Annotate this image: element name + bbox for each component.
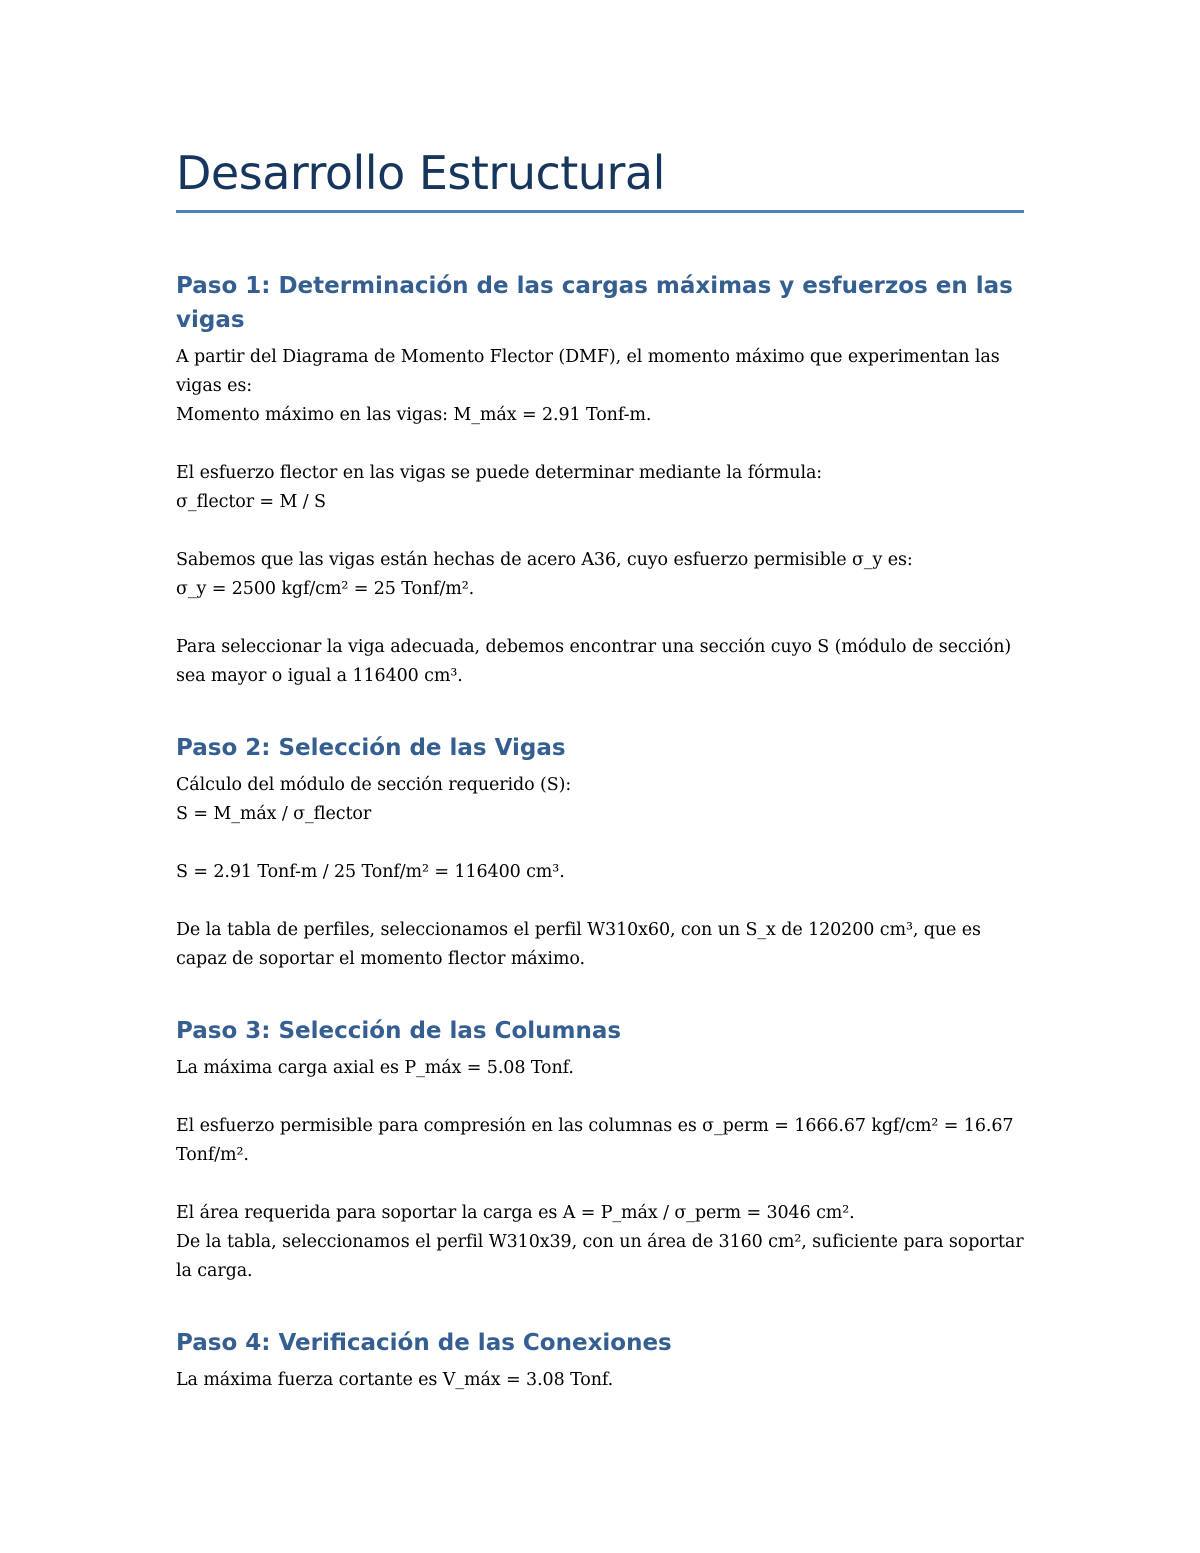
paragraph bbox=[176, 633, 1024, 691]
paragraph bbox=[176, 1199, 1024, 1286]
section-paso-2 bbox=[176, 731, 1024, 974]
title-underline bbox=[176, 210, 1024, 213]
text-line: El área requerida para soportar la carga es A = P_máx / σ_perm = 3046 cm². bbox=[176, 1203, 855, 1223]
section-heading: Paso 4: Verificación de las Conexiones bbox=[176, 1330, 672, 1356]
formula-line: S = 2.91 Tonf-m / 25 Tonf/m² = 116400 cm³. bbox=[176, 862, 565, 882]
text-line: De la tabla de perfiles, seleccionamos el perfil W310x60, con un S_x de 120200 cm³, que es capaz de soportar el momento flector máximo. bbox=[176, 920, 981, 969]
document-page bbox=[176, 140, 1024, 1435]
section-paso-3 bbox=[176, 1014, 1024, 1286]
text-line: De la tabla, seleccionamos el perfil W310x39, con un área de 3160 cm², suficiente para soportar la carga. bbox=[176, 1232, 1024, 1281]
text-line: Para seleccionar la viga adecuada, debemos encontrar una sección cuyo S (módulo de sección) sea mayor o igual a 116400 cm³. bbox=[176, 637, 1012, 686]
section-paso-4 bbox=[176, 1326, 1024, 1395]
paragraph bbox=[176, 343, 1024, 430]
text-line: La máxima carga axial es P_máx = 5.08 Tonf. bbox=[176, 1058, 574, 1078]
paragraph bbox=[176, 1366, 1024, 1395]
text-line: Cálculo del módulo de sección requerido (S): bbox=[176, 775, 572, 795]
paragraph bbox=[176, 916, 1024, 974]
paragraph bbox=[176, 1112, 1024, 1170]
section-paso-1 bbox=[176, 269, 1024, 691]
paragraph bbox=[176, 771, 1024, 829]
formula-line: S = M_máx / σ_flector bbox=[176, 804, 372, 824]
section-heading: Paso 1: Determinación de las cargas máximas y esfuerzos en las vigas bbox=[176, 273, 1013, 333]
section-heading: Paso 2: Selección de las Vigas bbox=[176, 735, 566, 761]
paragraph bbox=[176, 1054, 1024, 1083]
paragraph bbox=[176, 546, 1024, 604]
text-line: Momento máximo en las vigas: M_máx = 2.91 Tonf-m. bbox=[176, 405, 652, 425]
text-line: La máxima fuerza cortante es V_máx = 3.08 Tonf. bbox=[176, 1370, 614, 1390]
section-heading: Paso 3: Selección de las Columnas bbox=[176, 1018, 622, 1044]
text-line: El esfuerzo permisible para compresión en las columnas es σ_perm = 1666.67 kgf/cm² = 16.67 Tonf/m². bbox=[176, 1116, 1014, 1165]
text-line: El esfuerzo flector en las vigas se puede determinar mediante la fórmula: bbox=[176, 463, 823, 483]
document-title: Desarrollo Estructural bbox=[176, 146, 665, 200]
paragraph bbox=[176, 459, 1024, 517]
formula-line: σ_y = 2500 kgf/cm² = 25 Tonf/m². bbox=[176, 579, 475, 599]
text-line: A partir del Diagrama de Momento Flector (DMF), el momento máximo que experimentan las vigas es: bbox=[176, 347, 1000, 396]
text-line: Sabemos que las vigas están hechas de acero A36, cuyo esfuerzo permisible σ_y es: bbox=[176, 550, 913, 570]
paragraph bbox=[176, 858, 1024, 887]
formula-line: σ_flector = M / S bbox=[176, 492, 326, 512]
